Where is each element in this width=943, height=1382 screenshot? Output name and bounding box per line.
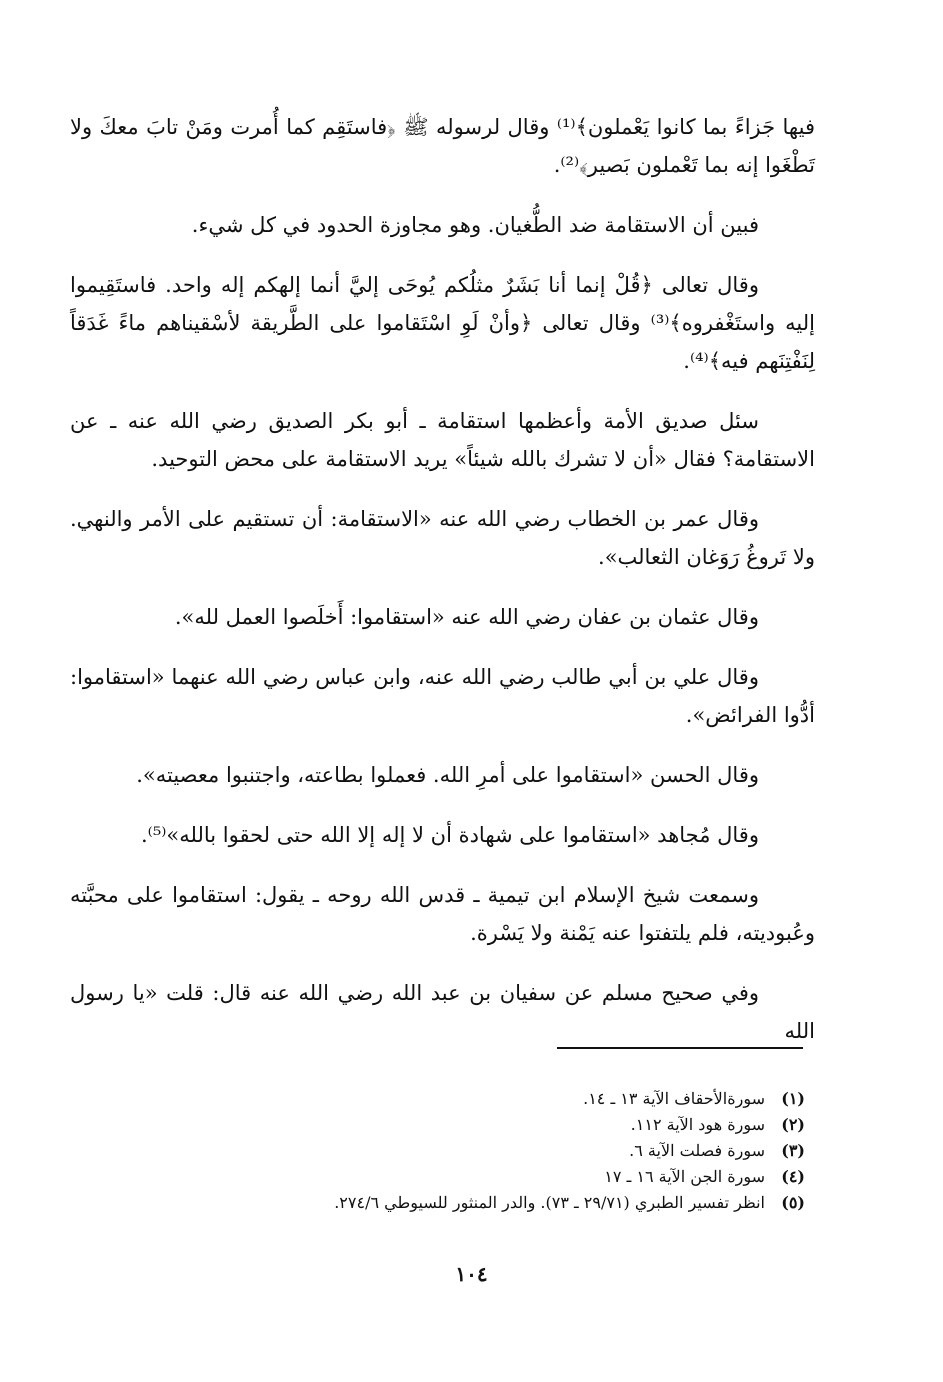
footnote-text: انظر تفسير الطبري (٢٩/٧١ ـ ٧٣). والدر المنثور للسيوطي ٢٧٤/٦.	[334, 1193, 765, 1212]
paragraph: وقال مُجاهد «استقاموا على شهادة أن لا إله إلا الله حتى لحقوا بالله»⁽⁵⁾.	[140, 823, 759, 847]
paragraph: وقال تعالى ﴿قُلْ إنما أنا بَشَرٌ مثلُكم يُوحَى إليَّ أنما إلهكم إله واحد. فاستَقِيموا إليه واستَغْفروه﴾⁽³⁾ وقال تعالى ﴿وأنْ لَوِ اسْتَقاموا على الطَّريقة لأسْقيناهم ماءً غَدَقاً لِنَفْتِنَهم فيه﴾⁽⁴⁾.	[70, 273, 816, 373]
paragraph: سئل صديق الأمة وأعظمها استقامة ـ أبو بكر الصديق رضي الله عنه ـ عن الاستقامة؟ فقال «أن لا تشرك بالله شيئاً» يريد الاستقامة على محض التوحيد.	[70, 409, 815, 471]
footnote-text: سورةالأحقاف الآية ١٣ ـ ١٤.	[583, 1089, 765, 1108]
paragraph: وقال عمر بن الخطاب رضي الله عنه «الاستقامة: أن تستقيم على الأمر والنهي. ولا تَروغُ رَوَغان الثعالب».	[70, 507, 815, 569]
footnote-number: (٥)	[781, 1193, 805, 1212]
paragraph: وقال علي بن أبي طالب رضي الله عنه، وابن عباس رضي الله عنهما «استقاموا: أدُّوا الفرائض».	[70, 665, 815, 727]
page-body	[70, 108, 815, 1072]
footnote-item	[245, 1112, 805, 1138]
paragraph: وقال الحسن «استقاموا على أمرِ الله. فعملوا بطاعته، واجتنبوا معصيته».	[136, 763, 759, 787]
footnote-item	[245, 1164, 805, 1190]
footnote-number: (٤)	[781, 1167, 805, 1186]
footnote-item	[245, 1190, 805, 1216]
footnote-item	[245, 1086, 805, 1112]
paragraph: فبين أن الاستقامة ضد الطُّغيان. وهو مجاوزة الحدود في كل شيء.	[191, 213, 759, 237]
paragraph: وسمعت شيخ الإسلام ابن تيمية ـ قدس الله روحه ـ يقول: استقاموا على محبَّته وعُبوديته، فلم يلتفتوا عنه يَمْنة ولا يَسْرة.	[70, 883, 815, 945]
footnote-number: (٢)	[781, 1115, 805, 1134]
paragraph: وفي صحيح مسلم عن سفيان بن عبد الله رضي الله عنه قال: قلت «يا رسول الله	[70, 981, 815, 1043]
footnote-text: سورة الجن الآية ١٦ ـ ١٧	[604, 1167, 765, 1186]
paragraph: فيها جَزاءً بما كانوا يَعْملون﴾⁽¹⁾ وقال لرسوله ﷺ ﴿فاستَقِم كما أُمرت ومَنْ تابَ معكَ ولا تَطْغَوا إنه بما تَعْملون بَصير﴾⁽²⁾.	[70, 115, 815, 177]
footnote-number: (٣)	[781, 1141, 805, 1160]
footnote-text: سورة فصلت الآية ٦.	[629, 1141, 765, 1160]
footnote-number: (١)	[781, 1089, 805, 1108]
footnote-separator	[557, 1047, 803, 1049]
footnotes	[245, 1086, 805, 1216]
paragraph: وقال عثمان بن عفان رضي الله عنه «استقاموا: أَخلَصوا العمل لله».	[174, 605, 759, 629]
footnote-item	[245, 1138, 805, 1164]
page-number: ١٠٤	[455, 1262, 488, 1286]
footnote-text: سورة هود الآية ١١٢.	[630, 1115, 765, 1134]
